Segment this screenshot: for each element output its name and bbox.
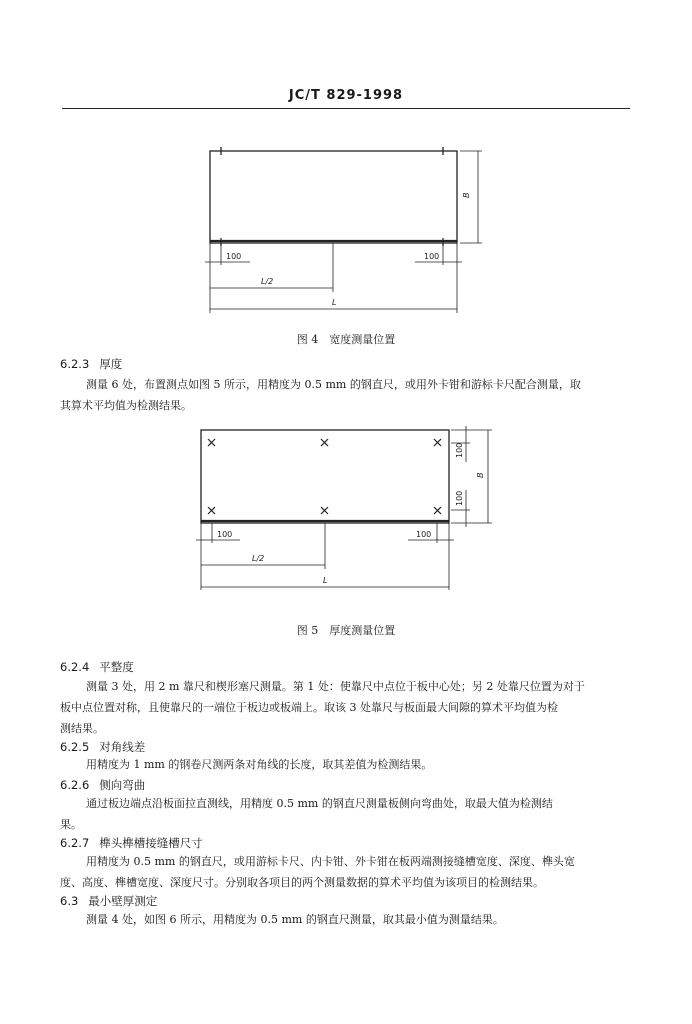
dim-width: B	[476, 472, 485, 478]
dim-right-offset: 100	[424, 252, 440, 261]
dim-width: B	[462, 192, 471, 198]
paragraph-line: 测量 4 处，如图 6 所示，用精度为 0.5 mm 的钢直尺测量，取其最小值为测量结果。	[86, 913, 504, 926]
section-title: 对角线差	[99, 740, 146, 754]
figure-5-caption: 图 5 厚度测量位置	[296, 624, 396, 637]
section-title: 最小壁厚测定	[88, 894, 158, 908]
section-6-2-7-body	[60, 851, 632, 893]
section-6-2-7-heading	[60, 835, 203, 851]
section-6-3-body	[60, 909, 632, 930]
paragraph-line: 测量 6 处，布置测点如图 5 所示，用精度为 0.5 mm 的钢直尺，或用外卡钳和游标卡尺配合测量，取	[86, 378, 581, 391]
section-6-2-4-body	[60, 676, 632, 739]
paragraph-line: 测量 3 处，用 2 m 靠尺和楔形塞尺测量。第 1 处：使靠尺中点位于板中心处；另 2 处靠尺位置为对于	[86, 680, 585, 693]
panel-outline	[201, 430, 449, 523]
section-number: 6.3	[60, 894, 79, 908]
dim-left-offset: 100	[217, 530, 233, 539]
section-title: 榫头榫槽接缝槽尺寸	[99, 836, 203, 850]
section-6-2-5-heading	[60, 739, 145, 755]
section-title: 侧向弯曲	[99, 778, 146, 792]
dim-right-offset: 100	[416, 530, 432, 539]
section-number: 6.2.6	[60, 778, 90, 792]
section-number: 6.2.7	[60, 836, 90, 850]
paragraph-line: 果。	[60, 818, 82, 831]
dim-top-offset: 100	[455, 442, 464, 458]
section-6-2-5-body	[60, 754, 632, 775]
section-6-2-6-heading	[60, 777, 145, 793]
section-number: 6.2.5	[60, 740, 90, 754]
dim-length: L	[332, 298, 337, 307]
paragraph-line: 度、高度、榫槽宽度、深度尺寸。分别取各项目的两个测量数据的算术平均值为该项目的检测结果。	[60, 876, 544, 889]
section-title: 平整度	[99, 660, 134, 674]
standard-header: JC/T 829-1998	[288, 88, 404, 103]
dim-left-offset: 100	[226, 252, 242, 261]
paragraph-line: 测结果。	[60, 722, 104, 735]
paragraph-line: 其算术平均值为检测结果。	[60, 399, 192, 412]
dim-length: L	[323, 576, 328, 585]
dim-bottom-offset: 100	[455, 490, 464, 506]
paragraph-line: 用精度为 0.5 mm 的钢直尺，或用游标卡尺、内卡钳、外卡钳在板两端测接缝槽宽度、深度、榫头宽	[86, 855, 575, 868]
section-6-3-heading	[60, 893, 157, 909]
section-6-2-4-heading	[60, 659, 134, 675]
section-title: 厚度	[99, 357, 123, 371]
figure-4-caption: 图 4 宽度测量位置	[296, 333, 396, 346]
section-number: 6.2.3	[60, 357, 90, 371]
paragraph-line: 通过板边端点沿板面拉直测线，用精度 0.5 mm 的钢直尺测量板侧向弯曲处，取最大值为检测结	[86, 797, 553, 810]
paragraph-line: 板中点位置对称，且使靠尺的一端位于板边或板端上。取该 3 处靠尺与板面最大间隙的算术平均值为检	[60, 701, 558, 714]
section-number: 6.2.4	[60, 660, 90, 674]
paragraph-line: 用精度为 1 mm 的钢卷尺测两条对角线的长度，取其差值为检测结果。	[86, 758, 433, 771]
section-6-2-6-body	[60, 793, 632, 835]
dim-half-length: L/2	[261, 277, 274, 286]
dim-half-length: L/2	[252, 554, 265, 563]
